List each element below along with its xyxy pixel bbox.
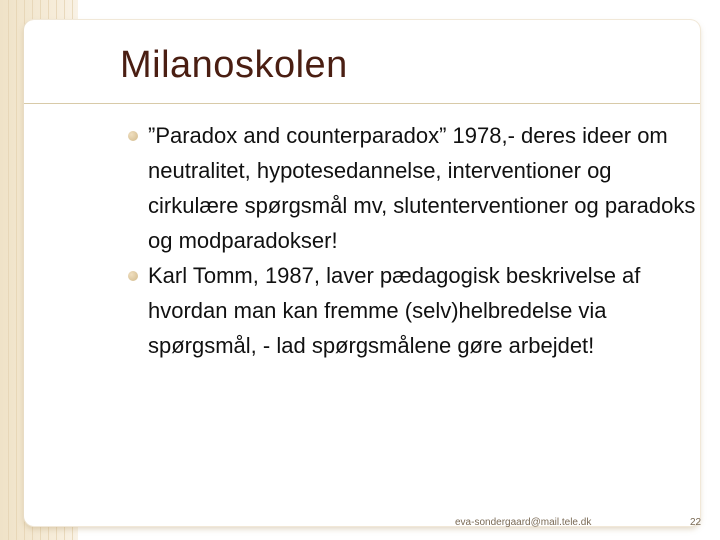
slide-title: Milanoskolen [120, 44, 348, 86]
page-number: 22 [690, 517, 702, 528]
bullet-text: ”Paradox and counterparadox” 1978,- deres ideer om neutralitet, hypotesedannelse, interventioner og cirkulære spørgsmål mv, slutenterventioner og paradoks og modparadokser! [148, 123, 696, 253]
footer-email: eva-sondergaard@mail.tele.dk [455, 517, 592, 528]
bullet-dot-icon [128, 131, 138, 141]
bullet-dot-icon [128, 271, 138, 281]
bullet-item [128, 258, 698, 363]
bullet-text: Karl Tomm, 1987, laver pædagogisk beskrivelse af hvordan man kan fremme (selv)helbredelse via spørgsmål, - lad spørgsmålene gøre arbejdet! [148, 263, 641, 358]
bullet-list [128, 118, 698, 363]
bullet-item [128, 118, 698, 258]
title-divider [24, 103, 700, 104]
